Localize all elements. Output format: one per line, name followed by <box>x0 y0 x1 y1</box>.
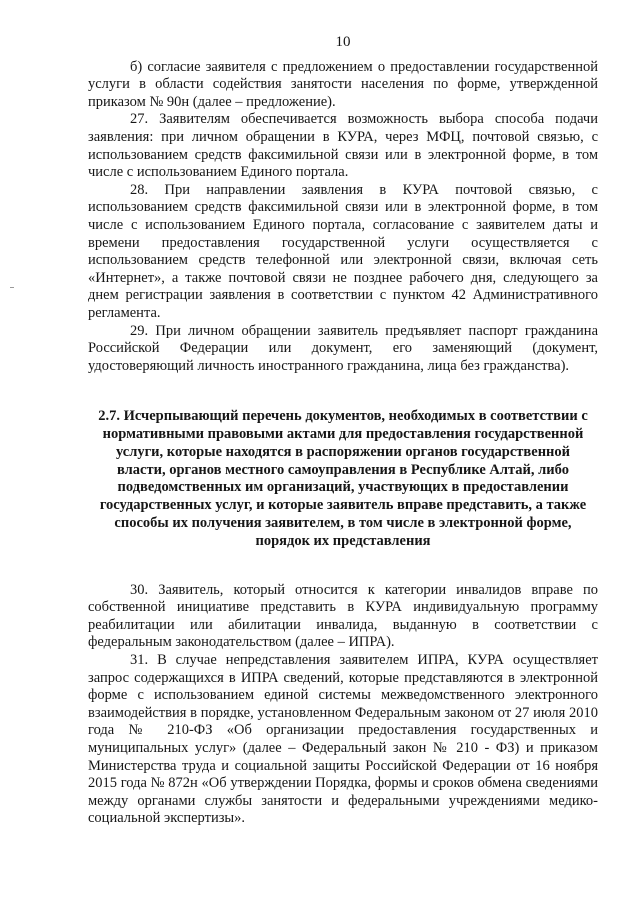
paragraph-27: 27. Заявителям обеспечивается возможность выбора способа подачи заявления: при личном обращении в КУРА, через МФЦ, почтовой связью, с использованием средств факсимильной связи или в электронной форме, в том числе с использованием Единого портала. <box>88 111 598 181</box>
paragraph-30: 30. Заявитель, который относится к категории инвалидов вправе по собственной инициативе представить в КУРА индивидуальную программу реабилитации или абилитации инвалида, выданную в соответствии с федеральным законодательством (далее – ИПРА). <box>88 581 598 651</box>
paragraph-29: 29. При личном обращении заявитель предъявляет паспорт гражданина Российской Федерации или документ, его заменяющий (документ, удостоверяющий личность иностранного гражданина, лица без гражданства). <box>88 322 598 374</box>
section-heading-2-7: 2.7. Исчерпывающий перечень документов, необходимых в соответствии с нормативными правовыми актами для предоставления государственной услуги, которые находятся в распоряжении органов государственной власти, органов местного самоуправления в Республике Алтай, либо подведомственных им организаций, участвующих в предоставлении государственных услуг, и которые заявитель вправе представить, а также способы их получения заявителем, в том числе в электронной форме, порядок их представления <box>98 408 588 549</box>
paragraph-b-consent: б) согласие заявителя с предложением о предоставлении государственной услуги в области содействия занятости населения по форме, утвержденной приказом № 90н (далее – предложение). <box>88 58 598 110</box>
page-number: 10 <box>335 34 351 50</box>
paragraph-28: 28. При направлении заявления в КУРА почтовой связью, с использованием средств факсимильной связи или в электронной форме, в том числе с использованием Единого портала, согласование с заявителем даты и времени предоставления государственной услуги осуществляется с использованием средств телефонной или электронной связи, включая сеть «Интернет», а также почтовой связи не позднее рабочего дня, следующего за днем регистрации заявления в соответствии с пунктом 42 Административного регламента. <box>88 181 598 321</box>
document-page <box>88 34 598 828</box>
margin-mark <box>10 287 14 288</box>
paragraph-31: 31. В случае непредставления заявителем ИПРА, КУРА осуществляет запрос содержащихся в ИПРА сведений, которые представляются в электронной форме с использованием единой системы межведомственного электронного взаимодействия в порядке, установленном Федеральным законом от 27 июля 2010 года № 210-ФЗ «Об организации предоставления государственных и муниципальных услуг» (далее – Федеральный закон № 210 - ФЗ) и приказом Министерства труда и социальной защиты Российской Федерации от 16 ноября 2015 года № 872н «Об утверждении Порядка, формы и сроков обмена сведениями между органами службы занятости и федеральными учреждениями медико-социальной экспертизы». <box>88 652 598 827</box>
